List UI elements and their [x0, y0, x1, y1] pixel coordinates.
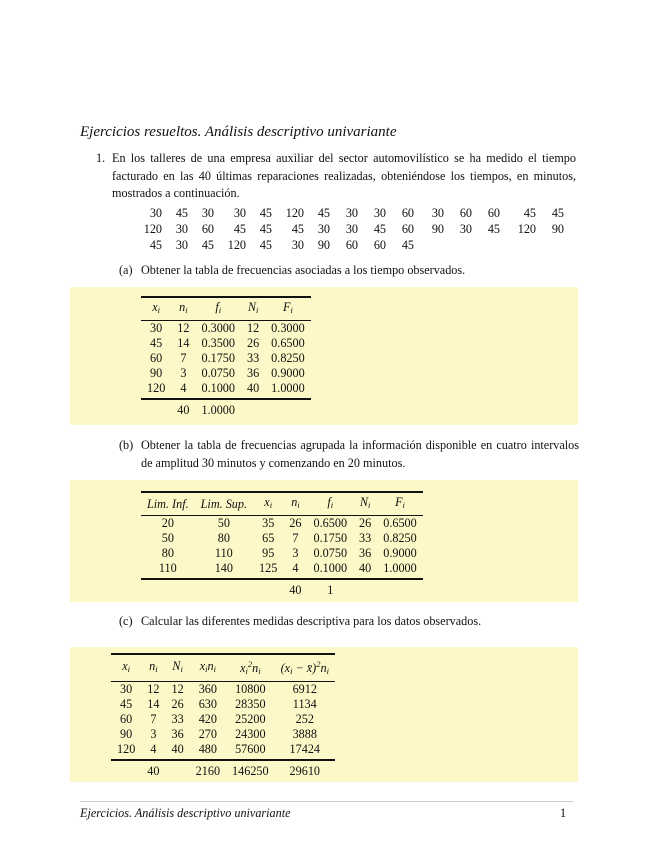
observation-row [138, 237, 564, 253]
table-cell: 1.0000 [271, 381, 305, 395]
table-cell: 120 [117, 742, 136, 756]
observation-value: 30 [291, 238, 304, 252]
observation-value: 30 [373, 206, 386, 220]
page-number: 1 [560, 806, 567, 820]
footer-title: Ejercicios. Análisis descriptivo univariante [80, 806, 291, 820]
table-cell: 12 [147, 682, 160, 696]
total-cell [195, 579, 253, 598]
table-cell: 0.3000 [271, 321, 305, 335]
table-cell: 12 [177, 321, 190, 335]
table-cell: 360 [198, 682, 217, 696]
table-cell: 630 [198, 697, 217, 711]
table-cell: 10800 [235, 682, 266, 696]
table-cell: 26 [359, 516, 372, 530]
table-cell: 95 [262, 546, 275, 560]
table-cell: 60 [120, 712, 133, 726]
observation-value: 45 [259, 206, 272, 220]
table-cell: 65 [262, 531, 275, 545]
table-cell: 26 [289, 516, 302, 530]
table-row [141, 381, 311, 399]
observation-value: 120 [143, 222, 162, 236]
table-cell: 140 [214, 561, 233, 575]
observation-value: 45 [523, 206, 536, 220]
observation-value: 30 [345, 222, 358, 236]
totals-row [141, 399, 311, 418]
header-fi: $f_i$ [327, 495, 334, 510]
table-cell: 4 [180, 381, 187, 395]
measures-table-c [111, 653, 335, 779]
header-ni: $n_i$ [149, 659, 158, 674]
table-cell: 80 [161, 546, 174, 560]
total-cell: 29610 [289, 764, 320, 778]
total-cell [141, 579, 195, 598]
table-row [111, 742, 335, 760]
frequency-table-b [141, 491, 423, 598]
part-c [119, 613, 579, 631]
observation-value: 30 [345, 206, 358, 220]
table-cell: 420 [198, 712, 217, 726]
table-cell: 12 [246, 321, 260, 335]
totals-row [111, 760, 335, 779]
table-row [141, 531, 423, 546]
table-cell: 7 [150, 712, 157, 726]
table-cell: 40 [246, 381, 260, 395]
table-cell: 3 [292, 546, 299, 560]
table-row [141, 321, 311, 337]
table-cell: 0.1000 [201, 381, 235, 395]
table-cell: 0.9000 [271, 366, 305, 380]
observation-value: 45 [201, 238, 214, 252]
header-Ni: $N_i$ [359, 495, 371, 510]
total-cell [241, 399, 265, 418]
header-xi: $x_i$ [122, 659, 131, 674]
part-a-label: (a) [119, 263, 133, 277]
observation-value: 45 [233, 222, 246, 236]
table-cell: 4 [292, 561, 299, 575]
table-cell: 33 [246, 351, 260, 365]
table-cell: 0.1000 [313, 561, 348, 575]
table-cell: 33 [359, 531, 372, 545]
table-cell: 6912 [292, 682, 317, 696]
table-cell: 7 [292, 531, 299, 545]
table-cell: 30 [120, 682, 133, 696]
table-cell: 270 [198, 727, 217, 741]
table-cell: 1134 [292, 697, 317, 711]
table-cell: 80 [217, 531, 230, 545]
header-Fi: $F_i$ [395, 495, 405, 510]
part-b [119, 437, 579, 472]
table-cell: 26 [171, 697, 184, 711]
observation-value: 60 [401, 222, 414, 236]
table-cell: 0.3000 [201, 321, 235, 335]
total-cell: 2160 [195, 764, 221, 778]
header-Ni: $N_i$ [247, 300, 259, 315]
total-cell [141, 399, 171, 418]
table-cell: 36 [171, 727, 184, 741]
table-cell: 0.8250 [383, 531, 417, 545]
observation-value: 60 [487, 206, 500, 220]
frequency-table-a [141, 296, 311, 418]
observation-value: 45 [149, 238, 162, 252]
total-cell [111, 760, 141, 779]
observation-value: 60 [459, 206, 472, 220]
header-xi2ni: $x_i^2n_i$ [240, 659, 261, 676]
observation-value: 60 [373, 238, 386, 252]
table-row [141, 516, 423, 532]
observation-value: 60 [201, 222, 214, 236]
totals-row [141, 579, 423, 598]
observation-value: 90 [551, 222, 564, 236]
table-row [111, 727, 335, 742]
table-cell: 125 [259, 561, 278, 575]
total-cell: 40 [177, 403, 190, 417]
observation-row [138, 221, 564, 237]
observation-value: 120 [517, 222, 536, 236]
table-cell: 0.8250 [271, 351, 305, 365]
table-cell: 90 [150, 366, 163, 380]
observation-value: 30 [175, 222, 188, 236]
table-cell: 3 [180, 366, 187, 380]
observation-value: 30 [201, 206, 214, 220]
total-cell: 146250 [232, 764, 269, 778]
observation-value: 45 [373, 222, 386, 236]
table-cell: 30 [150, 321, 163, 335]
table-cell: 45 [120, 697, 133, 711]
table-cell: 26 [246, 336, 260, 350]
observation-value: 30 [459, 222, 472, 236]
total-cell: 1.0000 [201, 403, 235, 417]
table-row [141, 366, 311, 381]
table-cell: 12 [171, 682, 184, 696]
header-xi: $x_i$ [264, 495, 273, 510]
part-c-label: (c) [119, 614, 133, 628]
header-fi: $f_i$ [215, 300, 222, 315]
observation-value: 90 [431, 222, 444, 236]
observation-value: 45 [317, 206, 330, 220]
table-cell: 45 [150, 336, 163, 350]
observation-value: 60 [401, 206, 414, 220]
table-cell: 36 [359, 546, 372, 560]
observation-value: 60 [345, 238, 358, 252]
header-ni: $n_i$ [291, 495, 300, 510]
table-cell: 3888 [292, 727, 317, 741]
table-cell: 40 [171, 742, 184, 756]
table-cell: 90 [120, 727, 133, 741]
table-row [141, 336, 311, 351]
total-cell: 1 [327, 583, 334, 597]
header-lim-inf: Lim. Inf. [147, 496, 189, 511]
table-cell: 0.6500 [271, 336, 305, 350]
table-cell: 20 [161, 516, 174, 530]
table-row [141, 561, 423, 579]
table-cell: 1.0000 [383, 561, 417, 575]
header-xi: $x_i$ [152, 300, 161, 315]
table-cell: 25200 [235, 712, 266, 726]
part-a-text: Obtener la tabla de frecuencias asociadas a los tiempo observados. [141, 263, 466, 277]
table-cell: 480 [198, 742, 217, 756]
table-cell: 110 [214, 546, 233, 560]
total-cell [253, 579, 283, 598]
table-cell: 28350 [235, 697, 266, 711]
table-cell: 3 [150, 727, 157, 741]
observation-value: 30 [149, 206, 162, 220]
observation-value: 30 [233, 206, 246, 220]
observation-value: 120 [285, 206, 304, 220]
section-title: Ejercicios resueltos. Análisis descriptivo univariante [80, 124, 397, 140]
observation-value: 30 [175, 238, 188, 252]
observation-row [138, 205, 564, 221]
table-cell: 4 [150, 742, 157, 756]
table-cell: 110 [158, 561, 177, 575]
table-cell: 36 [246, 366, 260, 380]
footer-rule [80, 801, 573, 802]
table-cell: 0.1750 [201, 351, 235, 365]
table-cell: 252 [295, 712, 314, 726]
table-cell: 14 [147, 697, 160, 711]
table-cell: 33 [171, 712, 184, 726]
table-cell: 50 [161, 531, 174, 545]
table-cell: 0.0750 [313, 546, 348, 560]
part-b-label: (b) [119, 438, 134, 452]
header-Fi: $F_i$ [283, 300, 293, 315]
table-cell: 0.1750 [313, 531, 348, 545]
header-ni: $n_i$ [179, 300, 188, 315]
table-cell: 14 [177, 336, 190, 350]
total-cell [377, 579, 423, 598]
observation-value: 45 [259, 222, 272, 236]
table-cell: 7 [180, 351, 187, 365]
table-cell: 0.6500 [383, 516, 417, 530]
observation-value: 45 [259, 238, 272, 252]
table-cell: 0.9000 [383, 546, 417, 560]
exercise-1 [96, 150, 576, 203]
observation-value: 45 [487, 222, 500, 236]
exercise-number: 1. [96, 151, 106, 165]
part-c-text: Calcular las diferentes medidas descriptiva para los datos observados. [141, 614, 482, 628]
header-lim-sup: Lim. Sup. [200, 496, 248, 511]
observation-value: 45 [551, 206, 564, 220]
header-sq-dev: ($x_i$ − $x̄)^2n_i$ [280, 659, 329, 676]
header-Ni: $N_i$ [172, 659, 183, 674]
table-cell: 24300 [235, 727, 266, 741]
table-cell: 57600 [235, 742, 266, 756]
exercise-statement: En los talleres de una empresa auxiliar del sector automovilístico se ha medido el tiempo facturado en las 40 últimas reparaciones realizadas, obteniéndose los tiempos, en minutos, mostrados a continuación. [112, 151, 576, 200]
table-row [111, 712, 335, 727]
table-cell: 60 [150, 351, 163, 365]
observation-value: 30 [431, 206, 444, 220]
total-cell [165, 760, 189, 779]
table-row [141, 546, 423, 561]
total-cell: 40 [289, 583, 302, 597]
table-cell: 50 [217, 516, 230, 530]
table-cell: 0.0750 [201, 366, 235, 380]
total-cell [265, 399, 311, 418]
observation-value: 30 [317, 222, 330, 236]
part-a [119, 262, 579, 280]
table-row [111, 682, 335, 698]
total-cell: 40 [147, 764, 160, 778]
table-cell: 0.6500 [313, 516, 348, 530]
part-b-text: Obtener la tabla de frecuencias agrupada la información disponible en cuatro intervalos de amplitud 30 minutos y comenzando en 20 minutos. [141, 438, 579, 470]
table-row [141, 351, 311, 366]
total-cell [353, 579, 377, 598]
observation-value: 45 [291, 222, 304, 236]
table-cell: 17424 [289, 742, 320, 756]
table-cell: 35 [262, 516, 275, 530]
table-cell: 40 [359, 561, 372, 575]
observation-value: 120 [227, 238, 246, 252]
table-cell: 120 [147, 381, 166, 395]
table-row [111, 697, 335, 712]
observation-value: 45 [401, 238, 414, 252]
header-xini: $x_in_i$ [199, 659, 216, 674]
observation-value: 45 [175, 206, 188, 220]
observation-value: 90 [317, 238, 330, 252]
table-cell: 0.3500 [201, 336, 235, 350]
observations-table [138, 205, 564, 253]
